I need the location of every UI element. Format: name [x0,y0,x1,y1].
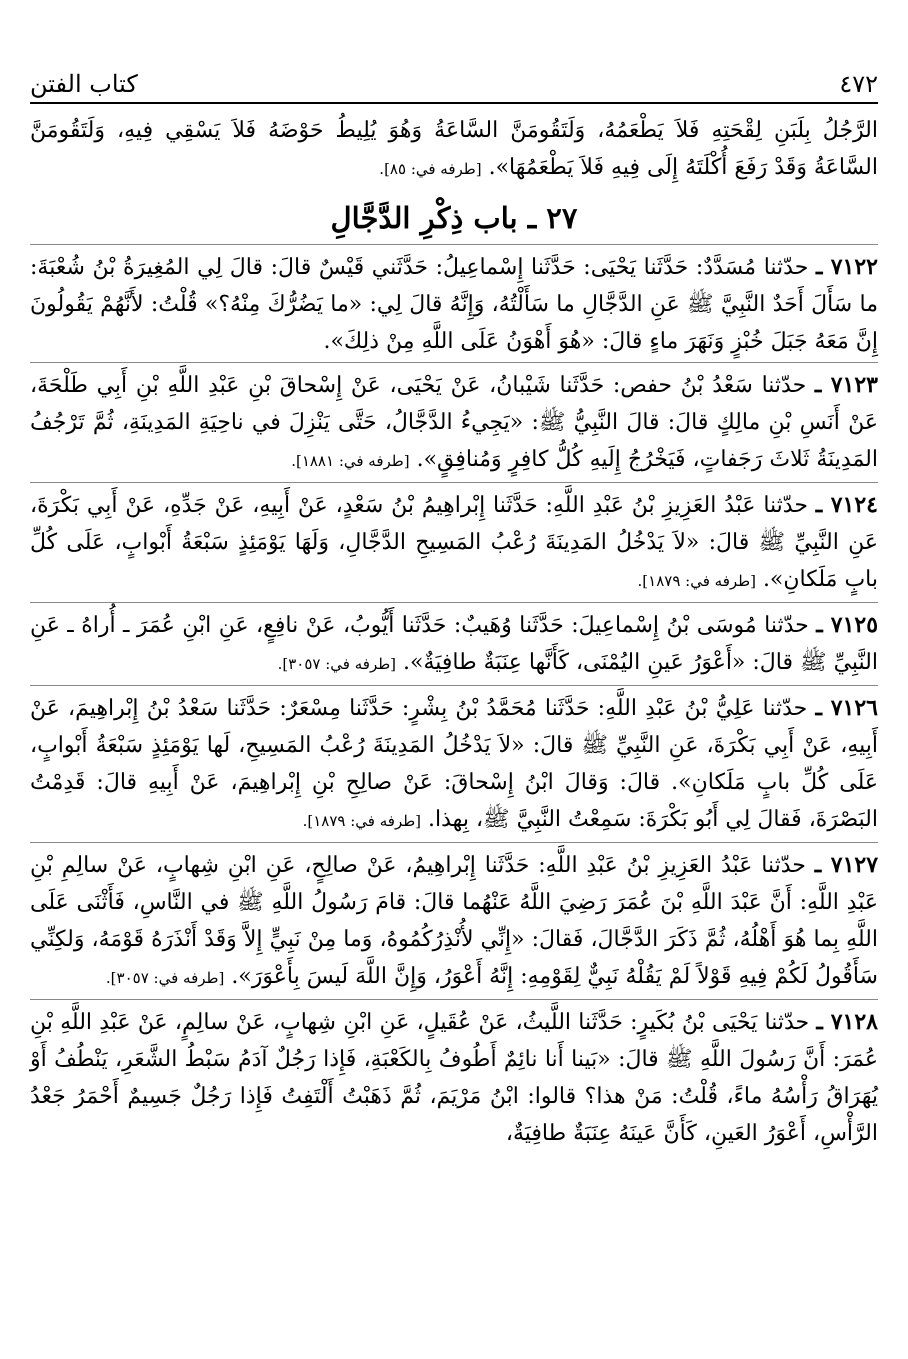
hadith-number: ٧١٢٣ ـ [814,372,878,398]
hadith-7122 [30,244,878,360]
hadith-text: حدّثنا عَبْدُ العَزِيزِ بْنُ عَبْدِ اللَّهِ: حَدَّثَنا إِبْراهِيمُ بْنُ سَعْدٍ، عَنْ أَبِيهِ، عَنْ جَدِّهِ، عَنْ أَبِي بَكْرَةَ، عَنِ النَّبِيِّ ﷺ قالَ: «لاَ يَدْخُلُ المَدِينَةَ رُعْبُ المَسِيحِ الدَّجَّالِ، وَلَهَا يَوْمَئِذٍ سَبْعَةُ أَبْوابٍ، عَلَى كُلِّ بابٍ مَلَكانِ». [30,493,878,592]
hadith-number: ٧١٢٢ ـ [815,254,878,280]
hadith-text: حدّثنا مُسَدَّدٌ: حَدَّثَنا يَحْيَى: حَدَّثَنا إِسْماعِيلُ: حَدَّثَني قَيْسٌ قالَ: قالَ لِي المُغِيرَةُ بْنُ شُعْبَةَ: ما سَأَلَ أَحَدٌ النَّبِيَّ ﷺ عَنِ الدَّجَّالِ ما سَأَلْتُهُ، وَإِنَّهُ قالَ لِي: «ما يَضُرُّكَ مِنْهُ؟» قُلْتُ: لأَنَّهُمْ يَقُولُونَ إِنَّ مَعَهُ جَبَلَ خُبْزٍ وَنَهَرَ ماءٍ قالَ: «هُوَ أَهْوَنُ عَلَى اللَّهِ مِنْ ذلِكَ». [30,255,878,354]
hadith-ref: [طرفه في: ٣٠٥٧]. [277,655,397,673]
chapter-title: ٢٧ ـ باب ذِكْرِ الدَّجَّالِ [330,201,578,235]
intro-ref: [طرفه في: ٨٥]. [379,160,482,178]
hadith-7126 [30,685,878,840]
hadith-number: ٧١٢٨ ـ [816,1009,878,1035]
page-number: ٤٧٢ [839,70,878,98]
hadith-ref: [طرفه في: ٣٠٥٧]. [105,969,225,987]
hadith-number: ٧١٢٥ ـ [816,612,879,638]
hadith-number: ٧١٢٤ ـ [815,492,878,518]
page-content [30,112,878,1154]
book-title: كتاب الفتن [30,70,138,98]
hadith-number: ٧١٢٦ ـ [815,695,878,721]
hadith-ref: [طرفه في: ١٨٧٩]. [302,812,422,830]
page-header [30,54,878,104]
hadith-ref: [طرفه في: ١٨٧٩]. [637,572,756,590]
hadith-7127 [30,842,878,997]
hadith-number: ٧١٢٧ ـ [814,852,879,878]
hadith-text: حدّثنا مُوسَى بْنُ إِسْماعِيلَ: حَدَّثَنا وُهَيبٌ: حَدَّثَنا أَيُّوبُ، عَنْ نافِعٍ، عَنِ ابْنِ عُمَرَ ـ أُراهُ ـ عَنِ النَّبِيِّ ﷺ قالَ: «أَعْوَرُ عَينِ اليُمْنَى، كَأَنَّها عِنَبَةٌ طافِيَةٌ». [30,613,878,675]
intro-paragraph [30,112,878,188]
hadith-text: حدّثنا يَحْيَى بْنُ بُكَيرٍ: حَدَّثَنا اللَّيثُ، عَنْ عُقَيلٍ، عَنِ ابْنِ شِهابٍ، عَنْ سالِمٍ، عَنْ عَبْدِ اللَّهِ بْنِ عُمَرَ: أَنَّ رَسُولَ اللَّهِ ﷺ قالَ: «بَينا أَنا نائِمٌ أَطُوفُ بِالكَعْبَةِ، فَإِذا رَجُلٌ آدَمُ سَبْطُ الشَّعَرِ، يَنْطُفُ أَوْ يُهَرَاقُ رَأْسُهُ ماءً، قُلْتُ: مَنْ هذا؟ قالوا: ابْنُ مَرْيَمَ، ثُمَّ ذَهَبْتُ أَلْتَفِتُ فَإِذا رَجُلٌ جَسِيمٌ أَحْمَرُ جَعْدُ الرَّأْسِ، أَعْوَرُ العَينِ، كَأَنَّ عَينَهُ عِنَبَةٌ طافِيَةٌ، [30,1010,878,1146]
hadith-7123 [30,362,878,480]
hadith-text: حدّثنا عَبْدُ العَزِيزِ بْنُ عَبْدِ اللَّهِ: حَدَّثَنا إِبْراهِيمُ، عَنْ صالِحٍ، عَنِ ابْنِ شِهابٍ، عَنْ سالِمِ بْنِ عَبْدِ اللَّهِ: أَنَّ عَبْدَ اللَّهِ بْنَ عُمَرَ رَضِيَ اللَّهُ عَنْهُما قالَ: قامَ رَسُولُ اللَّهِ ﷺ في النَّاسِ، فَأَثْنَى عَلَى اللَّهِ بِما هُوَ أَهْلُهُ، ثُمَّ ذَكَرَ الدَّجَّالَ، فَقالَ: «إِنِّي لأُنْذِرُكُمُوهُ، وَما مِنْ نَبِيٍّ إِلاَّ وَقَدْ أَنْذَرَهُ قَوْمَهُ، وَلكِنِّي سَأَقُولُ لَكُمْ فِيهِ قَوْلاً لَمْ يَقُلْهُ نَبِيٌّ لِقَوْمِهِ: إِنَّهُ أَعْوَرُ، وَإِنَّ اللَّهَ لَيسَ بِأَعْوَرَ». [30,853,878,989]
hadith-7124 [30,482,878,600]
hadith-7125 [30,602,878,683]
hadith-7128 [30,999,878,1152]
hadith-ref: [طرفه في: ١٨٨١]. [291,452,410,470]
hadith-text: حدّثنا عَلِيُّ بْنُ عَبْدِ اللَّهِ: حَدَّثَنا مُحَمَّدُ بْنُ بِشْرٍ: حَدَّثَنا مِسْعَرٌ: حَدَّثَنا سَعْدُ بْنُ إِبْراهِيمَ، عَنْ أَبِيهِ، عَنْ أَبِي بَكْرَةَ، عَنِ النَّبِيِّ ﷺ قالَ: «لاَ يَدْخُلُ المَدِينَةَ رُعْبُ المَسِيحِ، لَها يَوْمَئِذٍ سَبْعَةُ أَبْوابٍ، عَلَى كُلِّ بابٍ مَلَكانِ». قالَ: وَقالَ ابْنُ إِسْحاقَ: عَنْ صالِحِ بْنِ إِبْراهِيمَ، عَنْ أَبِيهِ قالَ: قَدِمْتُ البَصْرَةَ، فَقالَ لِي أَبُو بَكْرَةَ: سَمِعْتُ النَّبِيَّ ﷺ، بِهذا. [30,696,878,832]
intro-text: الرَّجُلُ بِلَبَنِ لِقْحَتِهِ فَلاَ يَطْعَمُهُ، وَلَتَقُومَنَّ السَّاعَةُ وَهُوَ يُلِيطُ حَوْضَهُ فَلاَ يَسْقِي فِيهِ، وَلَتَقُومَنَّ السَّاعَةُ وَقَدْ رَفَعَ أُكْلَتَهُ إِلَى فِيهِ فَلاَ يَطْعَمُهَا». [30,118,878,180]
hadith-text: حدّثنا سَعْدُ بْنُ حفص: حَدَّثَنا شَيْبانُ، عَنْ يَحْيَى، عَنْ إِسْحاقَ بْنِ عَبْدِ اللَّهِ بْنِ أَبِي طَلْحَةَ، عَنْ أَنَسِ بْنِ مالِكٍ قالَ: قالَ النَّبِيُّ ﷺ: «يَجِيءُ الدَّجَّالُ، حَتَّى يَنْزِلَ في ناحِيَةِ المَدِينَةِ، ثُمَّ تَرْجُفُ المَدِينَةُ ثَلاثَ رَجَفاتٍ، فَيَخْرُجُ إِلَيهِ كُلُّ كافِرٍ وَمُنافِقٍ». [30,373,878,472]
